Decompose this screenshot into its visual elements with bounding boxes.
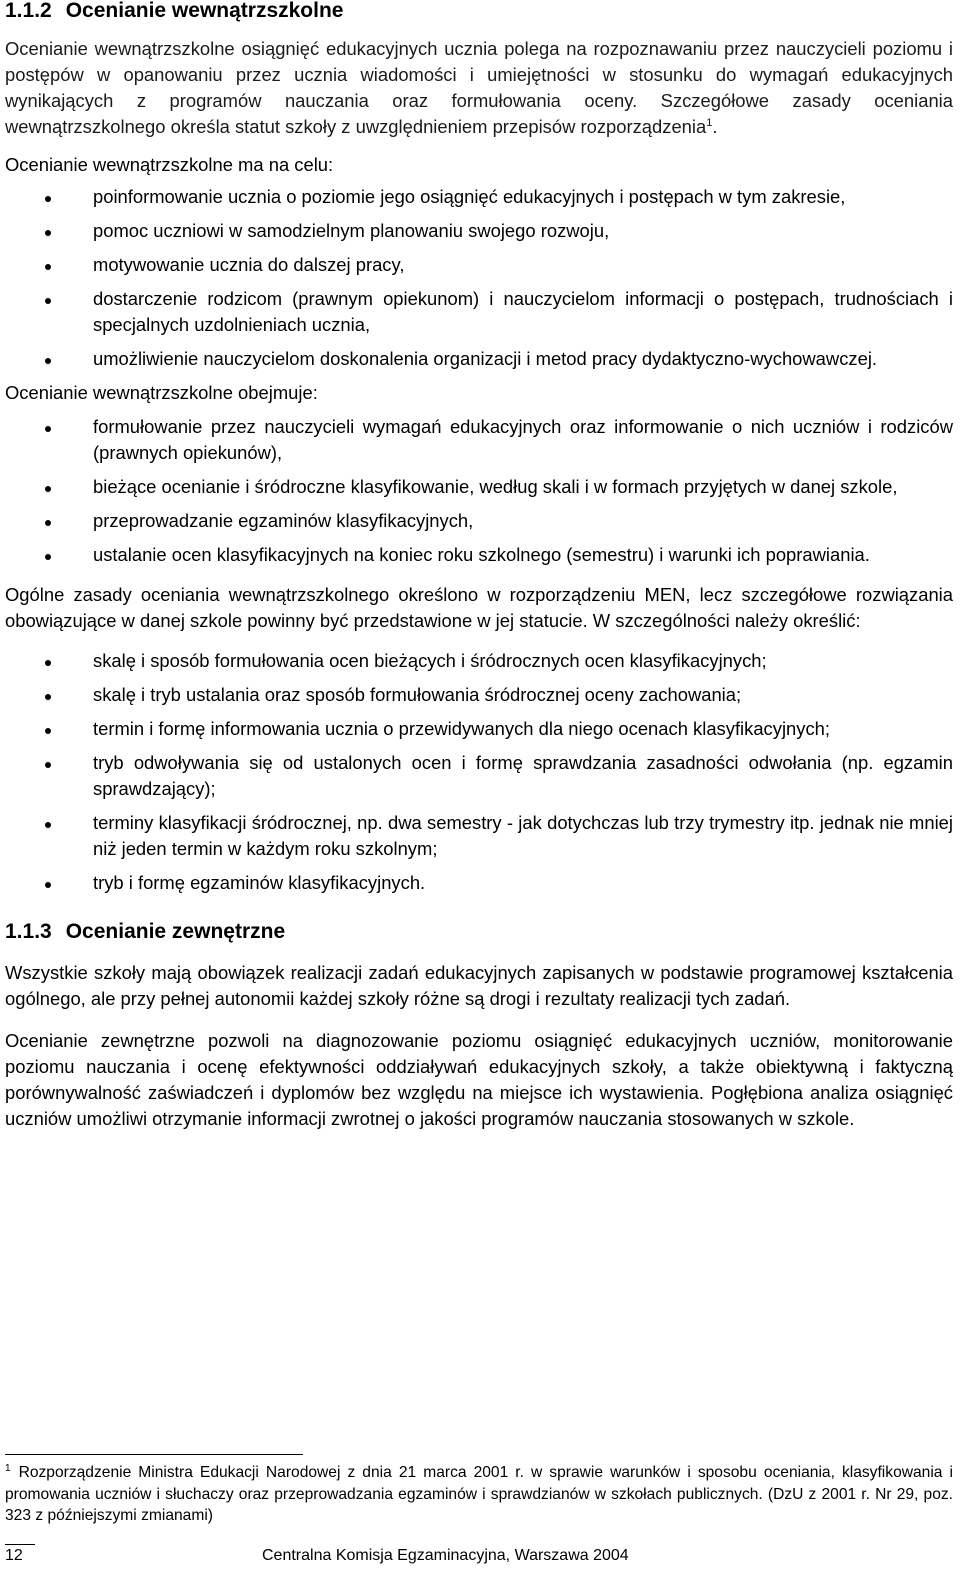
section-number: 1.1.2 [5, 0, 52, 22]
list-item [5, 184, 953, 210]
list-item-text: terminy klasyfikacji śródrocznej, np. dwa semestry - jak dotychczas lub trzy trymestry itp. jednak nie mniej niż jeden termin w każdym roku szkolnym; [93, 812, 953, 859]
bullet-icon [45, 358, 51, 364]
specify-list [5, 648, 953, 896]
bullet-icon [45, 762, 51, 768]
section-heading-1-1-3 [5, 920, 953, 944]
bullet-icon [45, 728, 51, 734]
list-item-text: ustalanie ocen klasyfikacyjnych na koniec roku szkolnego (semestru) i warunki ich poprawiania. [93, 544, 870, 565]
list-item-text: dostarczenie rodzicom (prawnym opiekunom) i nauczycielom informacji o postępach, trudnościach i specjalnych uzdolnieniach ucznia, [93, 288, 953, 335]
bullet-icon [45, 298, 51, 304]
list-item [5, 346, 953, 372]
general-rules-paragraph: Ogólne zasady oceniania wewnątrzszkolnego określono w rozporządzeniu MEN, lecz szczegółowe rozwiązania obowiązujące w danej szkole powinny być przedstawione w jej statucie. W szczególności należy określić: [5, 584, 953, 631]
bullet-icon [45, 694, 51, 700]
list-item-text: przeprowadzanie egzaminów klasyfikacyjnych, [93, 510, 474, 531]
page-number: 12 [5, 1547, 23, 1564]
list-item-text: tryb i formę egzaminów klasyfikacyjnych. [93, 872, 426, 893]
footnote-separator [5, 1454, 303, 1455]
list-item-text: umożliwienie nauczycielom doskonalenia organizacji i metod pracy dydaktyczno-wychowawczej. [93, 348, 878, 369]
list-item-text: tryb odwoływania się od ustalonych ocen i formę sprawdzania zasadności odwołania (np. egzamin sprawdzający); [93, 752, 953, 799]
list-item [5, 542, 953, 568]
bullet-icon [45, 554, 51, 560]
goals-heading: Ocenianie wewnątrzszkolne ma na celu: [5, 154, 334, 175]
intro-end: . [712, 116, 718, 137]
list-item [5, 218, 953, 244]
list-item-text: skalę i sposób formułowania ocen bieżących i śródrocznych ocen klasyfikacyjnych; [93, 650, 767, 671]
section-title: Ocenianie zewnętrzne [65, 920, 286, 943]
external-paragraph-1: Wszystkie szkoły mają obowiązek realizacji zadań edukacyjnych zapisanych w podstawie programowej kształcenia ogólnego, ale przy pełnej autonomii każdej szkoły różne są drogi i rezultaty realizacji tych zadań. [5, 962, 953, 1009]
footnote-reference: 1 [706, 116, 713, 129]
list-item [5, 286, 953, 338]
intro-text-2: Szczegółowe zasady oceniania wewnątrzszkolnego określa statut szkoły z uwzględnieniem przepisów rozporządzenia [5, 90, 953, 137]
intro-text-1: Ocenianie wewnątrzszkolne osiągnięć edukacyjnych ucznia polega na rozpoznawaniu przez nauczycieli poziomu i postępów w opanowaniu przez ucznia wiadomości i umiejętności w stosunku do wymagań edukacyjnych wynikających z programów nauczania oraz formułowania oceny. [5, 38, 953, 111]
bullet-icon [45, 822, 51, 828]
bullet-icon [45, 486, 51, 492]
page-content [5, 0, 953, 1132]
bullet-icon [45, 264, 51, 270]
bullet-icon [45, 196, 51, 202]
list-item [5, 508, 953, 534]
section-number: 1.1.3 [5, 920, 52, 943]
list-item [5, 716, 953, 742]
list-item [5, 474, 953, 500]
list-item [5, 252, 953, 278]
scope-heading: Ocenianie wewnątrzszkolne obejmuje: [5, 382, 318, 403]
goals-list [5, 184, 953, 372]
footnote-text: Rozporządzenie Ministra Edukacji Narodowej z dnia 21 marca 2001 r. w sprawie warunków i sposobu oceniania, klasyfikowania i promowania uczniów i słuchaczy oraz przeprowadzania egzaminów i sprawdzianów w szkołach publicznych. (DzU z 2001 r. Nr 29, poz. 323 z późniejszymi zmianami) [5, 1464, 953, 1524]
list-item [5, 414, 953, 466]
list-item-text: bieżące ocenianie i śródroczne klasyfikowanie, według skali i w formach przyjętych w danej szkole, [93, 476, 898, 497]
list-item-text: poinformowanie ucznia o poziomie jego osiągnięć edukacyjnych i postępach w tym zakresie, [93, 186, 846, 207]
external-paragraph-2: Ocenianie zewnętrzne pozwoli na diagnozowanie poziomu osiągnięć edukacyjnych uczniów, monitorowanie poziomu nauczania i ocenę efektywności oddziaływań edukacyjnych szkoły, a także obiektywną i faktyczną porównywalność zaświadczeń i dyplomów bez względu na miejsce ich wystawienia. Pogłębiona analiza osiągnięć uczniów umożliwi otrzymanie informacji zwrotnej o jakości programów nauczania stosowanych w szkole. [5, 1030, 953, 1129]
list-item-text: motywowanie ucznia do dalszej pracy, [93, 254, 405, 275]
footer-organization: Centralna Komisja Egzaminacyjna, Warszawa 2004 [262, 1547, 629, 1564]
list-item [5, 810, 953, 862]
bullet-icon [45, 230, 51, 236]
bullet-icon [45, 520, 51, 526]
list-item [5, 648, 953, 674]
footnote-number: 1 [5, 1462, 11, 1474]
bullet-icon [45, 882, 51, 888]
list-item-text: pomoc uczniowi w samodzielnym planowaniu swojego rozwoju, [93, 220, 610, 241]
bullet-icon [45, 426, 51, 432]
list-item-text: skalę i tryb ustalania oraz sposób formułowania śródrocznej oceny zachowania; [93, 684, 742, 705]
footer-divider [5, 1544, 35, 1545]
intro-paragraph [5, 36, 953, 140]
list-item [5, 750, 953, 802]
section-heading-1-1-2 [5, 0, 953, 23]
list-item-text: formułowanie przez nauczycieli wymagań edukacyjnych oraz informowanie o nich uczniów i rodziców (prawnych opiekunów), [93, 416, 953, 463]
page-footer [0, 1540, 960, 1577]
bullet-icon [45, 660, 51, 666]
scope-list [5, 414, 953, 568]
footnote [5, 1462, 953, 1527]
list-item-text: termin i formę informowania ucznia o przewidywanych dla niego ocenach klasyfikacyjnych; [93, 718, 830, 739]
section-title: Ocenianie wewnątrzszkolne [65, 0, 344, 22]
list-item [5, 682, 953, 708]
list-item [5, 870, 953, 896]
